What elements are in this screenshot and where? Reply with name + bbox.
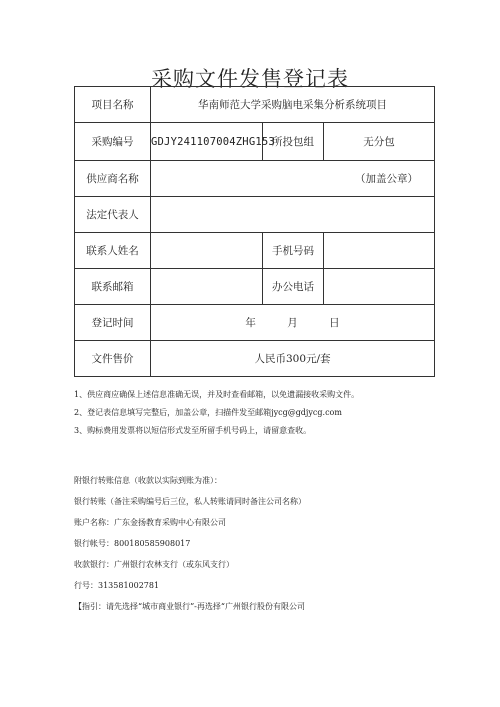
bank-code: 行号：313581002781 bbox=[74, 581, 160, 590]
row-procurement-number bbox=[75, 123, 435, 161]
bank-guide-tip: 【指引：请先选择“城市商业银行”-再选择“广州银行股份有限公司 bbox=[74, 602, 305, 611]
bank-name: 收款银行：广州银行农林支行（或东风支行） bbox=[74, 560, 234, 569]
project-name-value[interactable]: 华南师范大学采购脑电采集分析系统项目 bbox=[151, 87, 435, 123]
row-project-name bbox=[75, 87, 435, 123]
procurement-number-value[interactable]: GDJY241107004ZHG153 bbox=[151, 123, 263, 161]
note-item: 3、购标费用发票将以短信形式发至所留手机号码上，请留意查收。 bbox=[74, 426, 312, 435]
row-registration-time bbox=[75, 305, 435, 341]
office-phone-field[interactable] bbox=[324, 269, 435, 305]
registration-form-table bbox=[74, 86, 435, 377]
legal-representative-label: 法定代表人 bbox=[75, 197, 151, 233]
bank-account-name: 账户名称：广东金扬教育采购中心有限公司 bbox=[74, 518, 226, 527]
project-name-label: 项目名称 bbox=[75, 87, 151, 123]
procurement-number-label: 采购编号 bbox=[75, 123, 151, 161]
month-label: 月 bbox=[287, 317, 298, 329]
price-label: 文件售价 bbox=[75, 341, 151, 377]
contact-name-field[interactable] bbox=[151, 233, 263, 269]
seal-note: （加盖公章） bbox=[355, 173, 419, 185]
row-email bbox=[75, 269, 435, 305]
note-item: 2、登记表信息填写完整后，加盖公章，扫描件发至邮箱jycg@gdjycg.com bbox=[74, 408, 342, 417]
note-item: 1、供应商应确保上述信息准确无误，并及时查看邮箱，以免遗漏接收采购文件。 bbox=[74, 390, 360, 399]
mobile-label: 手机号码 bbox=[263, 233, 324, 269]
notes-list bbox=[74, 386, 474, 440]
registration-time-field[interactable] bbox=[151, 305, 435, 341]
contact-name-label: 联系人姓名 bbox=[75, 233, 151, 269]
row-contact bbox=[75, 233, 435, 269]
supplier-name-label: 供应商名称 bbox=[75, 161, 151, 197]
package-label: 所投包组 bbox=[263, 123, 324, 161]
mobile-field[interactable] bbox=[324, 233, 435, 269]
email-label: 联系邮箱 bbox=[75, 269, 151, 305]
bank-info bbox=[74, 470, 494, 617]
page-title: 采购文件发售登记表 bbox=[151, 67, 349, 91]
row-supplier-name bbox=[75, 161, 435, 197]
row-price bbox=[75, 341, 435, 377]
package-value[interactable]: 无分包 bbox=[324, 123, 435, 161]
legal-representative-field[interactable] bbox=[151, 197, 435, 233]
supplier-name-field[interactable] bbox=[151, 161, 435, 197]
day-label: 日 bbox=[329, 317, 340, 329]
bank-transfer-note: 银行转账（备注采购编号后三位，私人转账请同时备注公司名称） bbox=[74, 497, 306, 506]
price-value: 人民币300元/套 bbox=[151, 341, 435, 377]
registration-time-label: 登记时间 bbox=[75, 305, 151, 341]
bank-account-number: 银行帐号：800180585908017 bbox=[74, 539, 191, 548]
row-legal-representative bbox=[75, 197, 435, 233]
office-phone-label: 办公电话 bbox=[263, 269, 324, 305]
year-label: 年 bbox=[245, 317, 256, 329]
bank-heading: 附银行转账信息（收款以实际到账为准）： bbox=[74, 476, 222, 485]
email-field[interactable] bbox=[151, 269, 263, 305]
